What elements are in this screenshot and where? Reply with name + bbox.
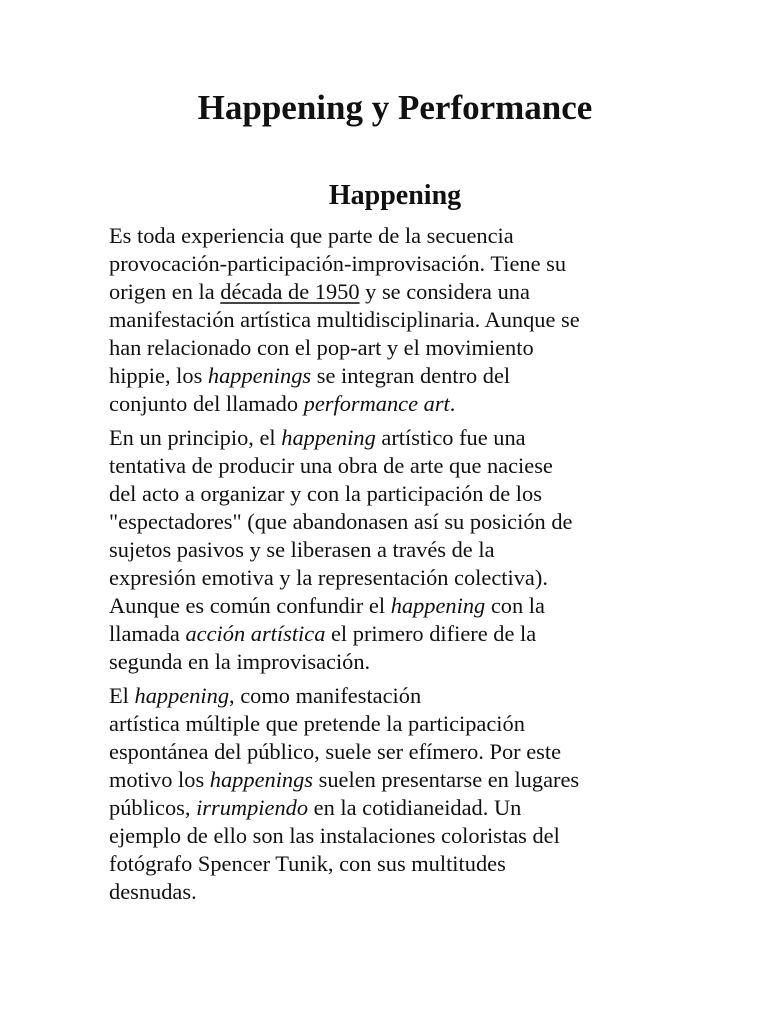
text-segment: sujetos pasivos y se liberasen a través de la: [109, 537, 495, 562]
text-segment: desnudas.: [109, 879, 197, 904]
text-segment: artística múltiple que pretende la participación: [109, 711, 525, 736]
italic-term: happening: [390, 593, 486, 618]
paragraph: [109, 424, 649, 676]
italic-term: performance art: [303, 391, 450, 416]
text-segment: tentativa de producir una obra de arte que naciese: [109, 453, 553, 478]
text-line: [109, 536, 649, 564]
text-line: [109, 620, 649, 648]
italic-term: happenings: [207, 363, 312, 388]
text-segment: El: [109, 683, 135, 708]
text-segment: manifestación artística multidisciplinaria. Aunque se: [109, 307, 580, 332]
text-segment: .: [449, 391, 456, 416]
text-segment: suelen presentarse en lugares: [313, 767, 580, 792]
text-segment: con la: [485, 593, 545, 618]
text-line: [109, 508, 649, 536]
text-line: [109, 710, 649, 738]
text-line: [109, 390, 649, 418]
text-segment: motivo los: [109, 767, 210, 792]
paragraph: [109, 682, 649, 906]
text-line: [109, 682, 649, 710]
text-line: [109, 648, 649, 676]
text-segment: ejemplo de ello son las instalaciones coloristas del: [109, 823, 560, 848]
text-line: [109, 822, 649, 850]
text-segment: "espectadores" (que abandonasen así su posición de: [109, 509, 573, 534]
text-segment: Aunque es común confundir el: [109, 593, 391, 618]
italic-term: happening: [134, 683, 230, 708]
text-line: [109, 306, 649, 334]
text-segment: En un principio, el: [109, 425, 282, 450]
text-line: [109, 278, 649, 306]
text-segment: hippie, los: [109, 363, 208, 388]
text-line: [109, 766, 649, 794]
document-title: Happening y Performance: [197, 88, 593, 127]
text-segment: y se considera una: [359, 279, 530, 304]
text-segment: llamada: [109, 621, 186, 646]
text-segment: espontánea del público, suele ser efímero. Por este: [109, 739, 562, 764]
text-line: [109, 480, 649, 508]
text-segment: expresión emotiva y la representación colectiva).: [109, 565, 548, 590]
text-segment: fotógrafo Spencer Tunik, con sus multitudes: [109, 851, 506, 876]
text-segment: se integran dentro del: [311, 363, 511, 388]
text-line: [109, 250, 649, 278]
text-line: [109, 222, 649, 250]
text-segment: , como manifestación: [229, 683, 422, 708]
italic-term: happenings: [209, 767, 314, 792]
text-line: [109, 794, 649, 822]
paragraph: [109, 222, 649, 418]
section-heading: Happening: [328, 180, 462, 211]
text-line: [109, 738, 649, 766]
text-segment: segunda en la improvisación.: [109, 649, 371, 674]
text-line: [109, 424, 649, 452]
text-segment: públicos,: [109, 795, 197, 820]
italic-term: irrumpiendo: [196, 795, 309, 820]
text-segment: el primero difiere de la: [325, 621, 537, 646]
text-line: [109, 878, 649, 906]
text-segment: origen en la: [109, 279, 221, 304]
text-segment: del acto a organizar y con la participación de los: [109, 481, 542, 506]
text-segment: en la cotidianeidad. Un: [308, 795, 522, 820]
text-line: [109, 592, 649, 620]
text-line: [109, 564, 649, 592]
link-decade-1950[interactable]: década de 1950: [220, 279, 360, 304]
italic-term: acción artística: [185, 621, 326, 646]
text-segment: provocación-participación-improvisación. Tiene su: [109, 251, 567, 276]
text-segment: han relacionado con el pop-art y el movimiento: [109, 335, 534, 360]
text-segment: artístico fue una: [375, 425, 526, 450]
italic-term: happening: [281, 425, 376, 450]
text-line: [109, 334, 649, 362]
text-line: [109, 452, 649, 480]
text-segment: Es toda experiencia que parte de la secuencia: [109, 223, 514, 248]
text-line: [109, 850, 649, 878]
text-segment: conjunto del llamado: [109, 391, 304, 416]
text-line: [109, 362, 649, 390]
